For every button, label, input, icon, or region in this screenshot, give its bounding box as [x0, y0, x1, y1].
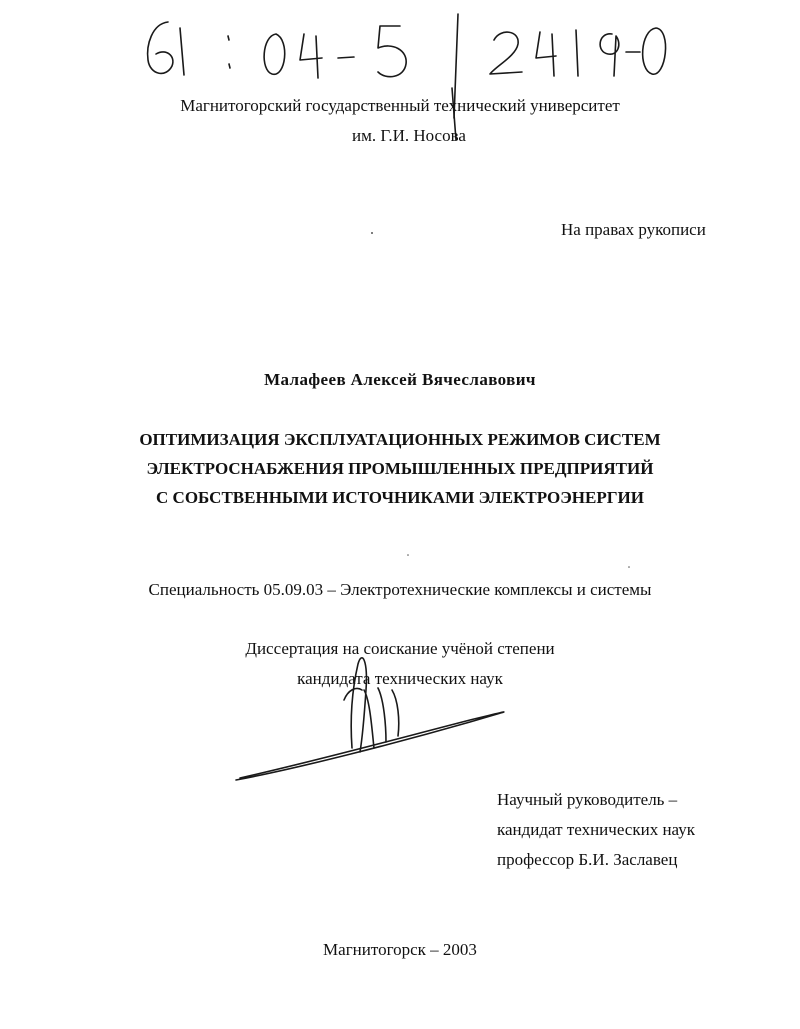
- university-name: Магнитогорский государственный технический университет: [180, 96, 620, 115]
- dissertation-line-1: Диссертация на соискание учёной степени: [245, 639, 555, 658]
- supervisor-line-1: Научный руководитель –: [497, 790, 678, 809]
- title-line-2: ЭЛЕКТРОСНАБЖЕНИЯ ПРОМЫШЛЕННЫХ ПРЕДПРИЯТИЙ: [146, 459, 654, 478]
- supervisor-line-3: профессор Б.И. Заславец: [497, 850, 678, 869]
- university-named-after: им. Г.И. Носова: [352, 126, 466, 145]
- city-year: Магнитогорск – 2003: [323, 940, 477, 959]
- title-line-3: С СОБСТВЕННЫМИ ИСТОЧНИКАМИ ЭЛЕКТРОЭНЕРГИИ: [156, 488, 644, 507]
- dissertation-line-2: кандидата технических наук: [297, 669, 503, 688]
- title-line-1: ОПТИМИЗАЦИЯ ЭКСПЛУАТАЦИОННЫХ РЕЖИМОВ СИСТЕМ: [139, 430, 661, 449]
- author-name: Малафеев Алексей Вячеславович: [264, 370, 536, 389]
- specialty: Специальность 05.09.03 – Электротехнические комплексы и системы: [148, 580, 652, 599]
- supervisor-line-2: кандидат технических наук: [497, 820, 695, 839]
- manuscript-rights-note: На правах рукописи: [561, 220, 706, 239]
